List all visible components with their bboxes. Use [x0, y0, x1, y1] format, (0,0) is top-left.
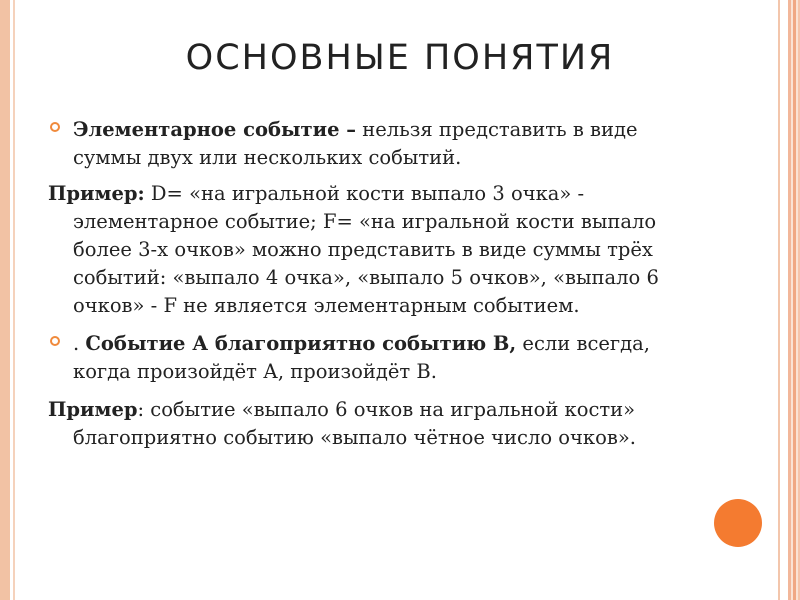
example-label: Пример — [48, 398, 138, 421]
example-paragraph-2 — [48, 396, 688, 452]
slide-title: ОСНОВНЫЕ ПОНЯТИЯ — [185, 38, 615, 78]
right-decorative-line — [778, 0, 780, 600]
definition-favorable-event — [48, 330, 688, 386]
definition-elementary-event — [48, 116, 688, 172]
right-decorative-border — [788, 0, 800, 600]
left-decorative-border — [0, 0, 10, 600]
example-text: : событие «выпало 6 очков на игральной кости» благоприятно событию «выпало чётное число очков». — [73, 398, 636, 449]
orange-circle-decoration — [714, 499, 762, 547]
example-text: D= «на игральной кости выпало 3 очка» - элементарное событие; F= «на игральной кости выпало более 3-х очков» можно представить в виде суммы трёх событий: «выпало 4 очка», «выпало 5 очков», «выпало 6 очков» - F не является элементарным событием. — [73, 182, 659, 317]
definition-text: если всегда, когда произойдёт А, произойдёт В. — [73, 332, 650, 383]
left-decorative-line — [13, 0, 15, 600]
definition-text: нельзя представить в виде суммы двух или нескольких событий. — [73, 118, 638, 169]
example-label: Пример: — [48, 182, 145, 205]
bullet-circle-icon — [50, 122, 60, 132]
slide-body — [48, 116, 688, 452]
bullet-prefix: . — [73, 332, 86, 355]
example-paragraph-1 — [48, 180, 688, 320]
term-elementary-event: Элементарное событие – — [73, 118, 357, 141]
bullet-circle-icon — [50, 336, 60, 346]
term-favorable-event: Событие А благоприятно событию В, — [85, 332, 517, 355]
